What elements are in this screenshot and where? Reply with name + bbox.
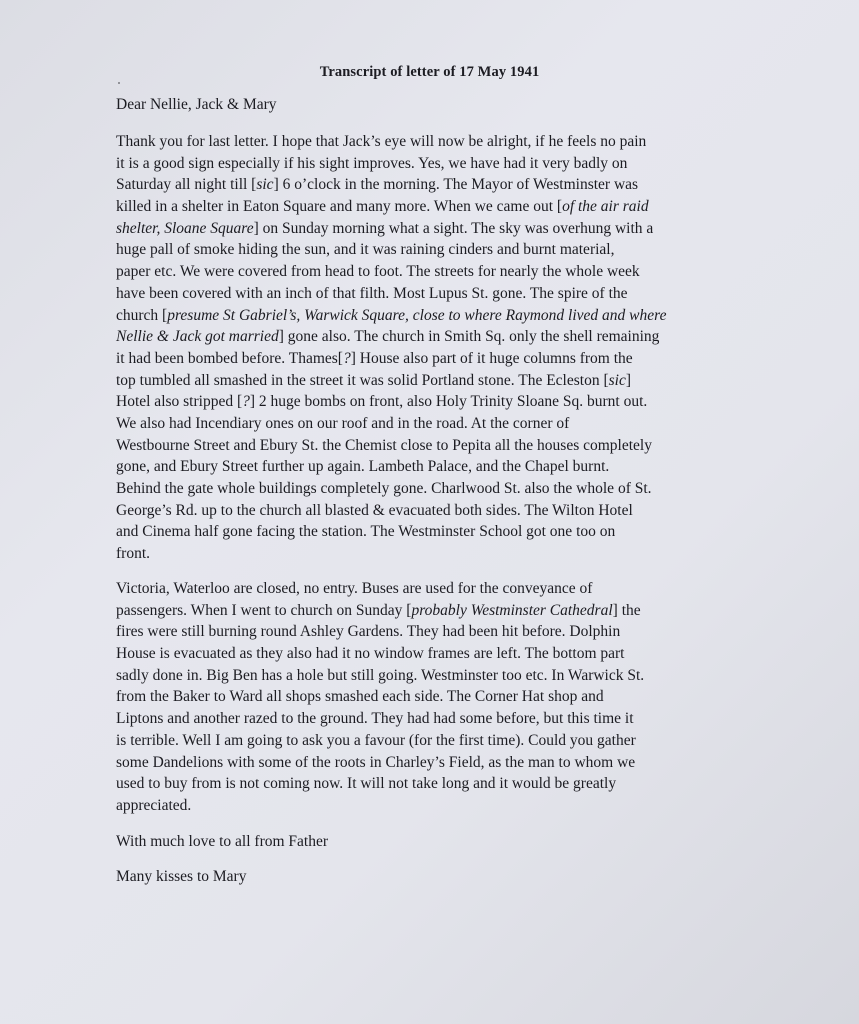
letter-postscript: Many kisses to Mary	[116, 868, 247, 885]
text-line	[116, 686, 746, 708]
paper-speck	[118, 82, 120, 84]
text-segment: House is evacuated as they also had it no window frames are left. The bottom part	[116, 645, 625, 663]
text-segment: ] on Sunday morning what a sight. The sky was overhung with a	[253, 219, 654, 237]
text-line	[116, 730, 746, 752]
text-segment: Hotel also stripped [	[116, 393, 243, 411]
text-line	[116, 478, 746, 500]
text-line	[116, 578, 746, 600]
text-line	[116, 391, 746, 413]
text-segment: George’s Rd. up to the church all blasted & evacuated both sides. The Wilton Hotel	[116, 501, 633, 519]
italic-annotation: ?	[342, 349, 351, 367]
text-segment: Westbourne Street and Ebury St. the Chemist close to Pepita all the houses completely	[116, 436, 652, 454]
italic-annotation: shelter, Sloane Square	[116, 219, 254, 237]
text-segment: ] 6 o’clock in the morning. The Mayor of Westminster was	[273, 176, 639, 194]
italic-annotation: sic	[256, 176, 274, 194]
text-segment: fires were still burning round Ashley Gardens. They had been hit before. Dolphin	[116, 623, 621, 641]
text-line	[116, 521, 746, 543]
text-segment: ] House also part of it huge columns from the	[350, 349, 633, 367]
text-segment: some Dandelions with some of the roots in Charley’s Field, as the man to whom we	[116, 753, 636, 771]
italic-annotation: sic	[608, 371, 626, 389]
text-line	[116, 456, 746, 478]
text-segment: We also had Incendiary ones on our roof and in the road. At the corner of	[116, 414, 570, 432]
letter-paragraph-1	[116, 131, 746, 565]
text-line	[116, 435, 746, 457]
text-segment: front.	[116, 545, 151, 563]
text-line	[116, 795, 746, 817]
text-line	[116, 196, 746, 218]
text-segment: and Cinema half gone facing the station. The Westminster School got one too on	[116, 523, 616, 541]
italic-annotation: Nellie & Jack got married	[116, 328, 279, 346]
text-segment: paper etc. We were covered from head to foot. The streets for nearly the whole week	[116, 263, 640, 281]
text-segment: it had been bombed before. Thames[	[116, 349, 343, 367]
page-title: Transcript of letter of 17 May 1941	[319, 64, 540, 80]
letter-paragraph-2	[116, 578, 746, 817]
italic-annotation: of the air raid	[562, 198, 649, 216]
text-segment: huge pall of smoke hiding the sun, and it was raining cinders and burnt material,	[116, 241, 615, 259]
text-line	[116, 665, 746, 687]
text-line	[116, 752, 746, 774]
text-line	[116, 500, 746, 522]
text-line	[116, 218, 746, 240]
text-line	[116, 305, 746, 327]
text-segment: Saturday all night till [	[116, 176, 257, 194]
text-segment: used to buy from is not coming now. It will not take long and it would be greatly	[116, 775, 617, 793]
text-segment: church [	[116, 306, 168, 324]
text-segment: ]	[625, 371, 632, 389]
text-line	[116, 773, 746, 795]
text-segment: ] gone also. The church in Smith Sq. only the shell remaining	[278, 328, 660, 346]
text-segment: gone, and Ebury Street further up again. Lambeth Palace, and the Chapel burnt.	[116, 458, 610, 476]
text-segment: ] 2 huge bombs on front, also Holy Trinity Sloane Sq. burnt out.	[249, 393, 648, 411]
text-segment: Thank you for last letter. I hope that Jack’s eye will now be alright, if he feels no pain	[116, 133, 647, 150]
text-segment: sadly done in. Big Ben has a hole but still going. Westminster too etc. In Warwick St.	[116, 666, 645, 684]
italic-annotation: ?	[242, 393, 250, 411]
text-segment: ] the	[612, 601, 641, 619]
italic-annotation: presume St Gabriel’s, Warwick Square, close to where Raymond lived and where	[167, 306, 667, 324]
text-line	[116, 708, 746, 730]
text-line	[116, 643, 746, 665]
text-line	[116, 621, 746, 643]
text-segment: Behind the gate whole buildings completely gone. Charlwood St. also the whole of St.	[116, 480, 652, 497]
text-line	[116, 600, 746, 622]
text-line	[116, 326, 746, 348]
text-segment: Victoria, Waterloo are closed, no entry. Buses are used for the conveyance of	[116, 580, 593, 597]
text-line	[116, 283, 746, 305]
text-line	[116, 370, 746, 392]
text-segment: it is a good sign especially if his sight improves. Yes, we have had it very badly on	[116, 154, 628, 172]
text-line	[116, 348, 746, 370]
italic-annotation: probably Westminster Cathedral	[411, 601, 613, 619]
text-line	[116, 261, 746, 283]
text-line	[116, 153, 746, 175]
text-segment: top tumbled all smashed in the street it was solid Portland stone. The Ecleston [	[116, 371, 609, 389]
text-segment: Liptons and another razed to the ground. They had had some before, but this time it	[116, 710, 634, 728]
text-line	[116, 239, 746, 261]
text-segment: from the Baker to Ward all shops smashed each side. The Corner Hat shop and	[116, 688, 604, 706]
text-segment: appreciated.	[116, 796, 192, 814]
letter-closing: With much love to all from Father	[116, 833, 329, 850]
text-line	[116, 413, 746, 435]
text-segment: killed in a shelter in Eaton Square and many more. When we came out [	[116, 198, 563, 216]
text-line	[116, 174, 746, 196]
letter-greeting: Dear Nellie, Jack & Mary	[116, 96, 277, 113]
text-segment: passengers. When I went to church on Sunday [	[116, 601, 412, 619]
text-segment: have been covered with an inch of that filth. Most Lupus St. gone. The spire of the	[116, 284, 628, 302]
text-line	[116, 131, 746, 153]
text-line	[116, 543, 746, 565]
text-segment: is terrible. Well I am going to ask you a favour (for the first time). Could you gather	[116, 731, 636, 749]
